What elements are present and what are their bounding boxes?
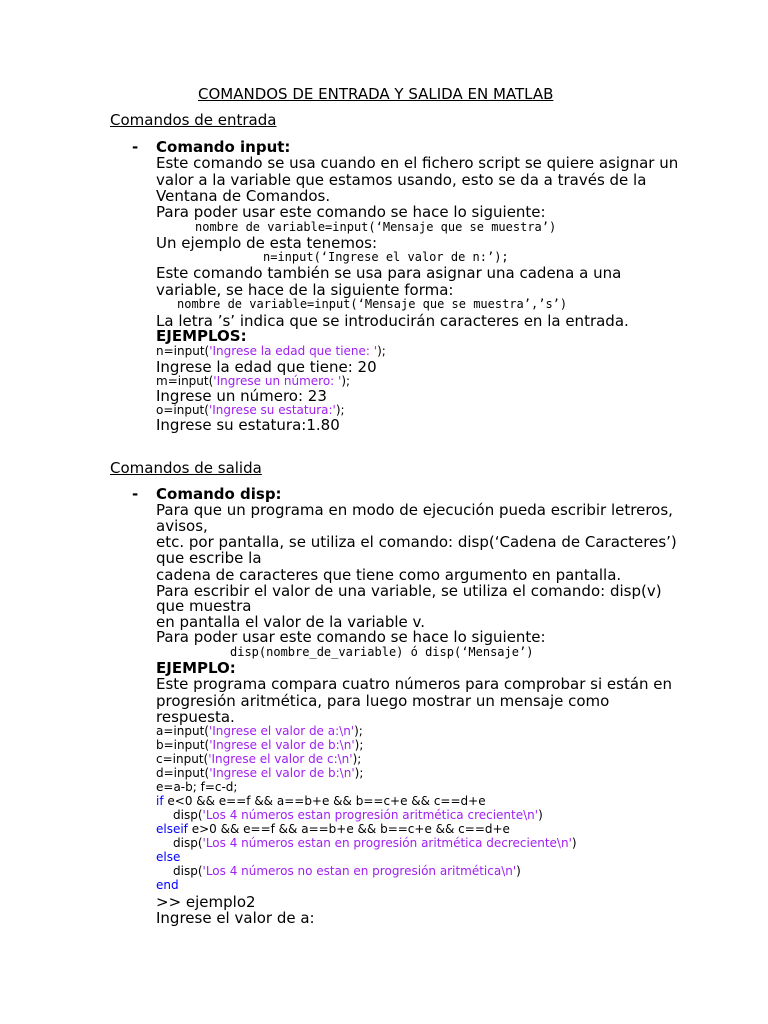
code-line bbox=[156, 795, 486, 809]
code-text: n=input( bbox=[156, 344, 210, 358]
code-text: d=input( bbox=[156, 766, 210, 780]
paragraph-line: avisos, bbox=[156, 517, 208, 535]
code-text: ); bbox=[377, 344, 386, 358]
paragraph-line: que escribe la bbox=[156, 549, 262, 567]
string-literal: 'Ingrese el valor de b:\n' bbox=[209, 766, 355, 780]
code-text: ) bbox=[538, 808, 543, 822]
code-line bbox=[173, 865, 521, 879]
paragraph-line: etc. por pantalla, se utiliza el comando: disp(‘Cadena de Caracteres’) bbox=[156, 533, 677, 551]
paragraph-line: Este programa compara cuatro números para comprobar si están en bbox=[156, 675, 673, 693]
keyword: elseif bbox=[156, 822, 188, 836]
paragraph-line: Para que un programa en modo de ejecución pueda escribir letreros, bbox=[156, 501, 673, 519]
code-text: ) bbox=[516, 864, 521, 878]
string-literal: 'Los 4 números no estan en progresión aritmética\n' bbox=[202, 864, 517, 878]
paragraph-line: variable, se hace de la siguiente forma: bbox=[156, 281, 454, 299]
keyword: end bbox=[156, 878, 179, 892]
console-output: Ingrese el valor de a: bbox=[156, 909, 315, 927]
code-text: ); bbox=[354, 724, 363, 738]
keyword: if bbox=[156, 794, 164, 808]
code-text: ); bbox=[341, 374, 351, 388]
code-syntax-line: n=input(‘Ingrese el valor de n:’); bbox=[263, 250, 509, 264]
string-literal: 'Los 4 números estan en progresión aritmética decreciente\n' bbox=[202, 836, 572, 850]
string-literal: 'Los 4 números estan progresión aritmética creciente\n' bbox=[202, 808, 539, 822]
bullet-dash: - bbox=[132, 485, 139, 503]
paragraph-line: cadena de caracteres que tiene como argumento en pantalla. bbox=[156, 566, 622, 584]
console-output: >> ejemplo2 bbox=[156, 893, 256, 911]
code-line bbox=[156, 879, 179, 893]
paragraph-line: Ventana de Comandos. bbox=[156, 187, 331, 205]
paragraph-line: Para poder usar este comando se hace lo siguiente: bbox=[156, 203, 546, 221]
command-title-disp: Comando disp: bbox=[156, 485, 282, 503]
code-text: c=input( bbox=[156, 752, 209, 766]
paragraph-line: progresión aritmética, para luego mostrar un mensaje como bbox=[156, 692, 610, 710]
code-text: ); bbox=[352, 752, 362, 766]
code-text: e<0 && e==f && a==b+e && b==c+e && c==d+e bbox=[163, 794, 486, 808]
code-text: a=input( bbox=[156, 724, 209, 738]
code-text: e>0 && e==f && a==b+e && b==c+e && c==d+e bbox=[187, 822, 510, 836]
code-text: ); bbox=[354, 766, 364, 780]
string-literal: 'Ingrese su estatura:' bbox=[208, 403, 336, 417]
code-line: e=a-b; f=c-d; bbox=[156, 780, 238, 794]
paragraph-line: respuesta. bbox=[156, 708, 235, 726]
code-line bbox=[156, 851, 180, 865]
paragraph-line: La letra ’s’ indica que se introducirán caracteres en la entrada. bbox=[156, 312, 629, 330]
code-line bbox=[156, 823, 510, 837]
string-literal: 'Ingrese un número: ' bbox=[213, 374, 342, 388]
code-text: m=input( bbox=[156, 374, 214, 388]
code-syntax-line: nombre de variable=input(‘Mensaje que se muestra’) bbox=[195, 220, 557, 234]
section-heading-salida: Comandos de salida bbox=[110, 459, 262, 477]
paragraph-line: en pantalla el valor de la variable v. bbox=[156, 613, 426, 631]
string-literal: 'Ingrese la edad que tiene: ' bbox=[209, 344, 378, 358]
code-text: ); bbox=[335, 403, 345, 417]
paragraph-line: Para poder usar este comando se hace lo siguiente: bbox=[156, 628, 546, 646]
paragraph-line: valor a la variable que estamos usando, esto se da a través de la bbox=[156, 171, 647, 189]
example-heading: EJEMPLO: bbox=[156, 659, 236, 677]
console-output: Ingrese un número: 23 bbox=[156, 387, 327, 405]
paragraph-line: que muestra bbox=[156, 597, 252, 615]
page-title: COMANDOS DE ENTRADA Y SALIDA EN MATLAB bbox=[198, 85, 554, 103]
code-text: ); bbox=[354, 738, 364, 752]
code-line bbox=[156, 345, 386, 359]
string-literal: 'Ingrese el valor de c:\n' bbox=[208, 752, 353, 766]
command-title-input: Comando input: bbox=[156, 138, 291, 156]
code-syntax-line: nombre de variable=input(‘Mensaje que se muestra’,’s’) bbox=[177, 297, 568, 311]
code-line bbox=[156, 753, 361, 767]
code-line bbox=[156, 739, 363, 753]
string-literal: 'Ingrese el valor de b:\n' bbox=[209, 738, 355, 752]
paragraph-line: Un ejemplo de esta tenemos: bbox=[156, 234, 378, 252]
code-text: disp( bbox=[173, 808, 203, 822]
paragraph-line: Este comando se usa cuando en el fichero script se quiere asignar un bbox=[156, 154, 679, 172]
bullet-dash: - bbox=[132, 138, 139, 156]
code-line bbox=[173, 837, 577, 851]
keyword: else bbox=[156, 850, 181, 864]
code-text: ) bbox=[571, 836, 577, 850]
code-text: disp( bbox=[173, 836, 203, 850]
paragraph-line: Para escribir el valor de una variable, se utiliza el comando: disp(v) bbox=[156, 582, 662, 600]
code-line bbox=[173, 809, 543, 823]
console-output: Ingrese su estatura:1.80 bbox=[156, 416, 340, 434]
code-line bbox=[156, 767, 363, 781]
examples-heading: EJEMPLOS: bbox=[156, 327, 247, 345]
code-text: disp( bbox=[173, 864, 203, 878]
string-literal: 'Ingrese el valor de a:\n' bbox=[208, 724, 355, 738]
console-output: Ingrese la edad que tiene: 20 bbox=[156, 358, 377, 376]
section-heading-entrada: Comandos de entrada bbox=[110, 111, 277, 129]
code-line bbox=[156, 725, 363, 739]
code-text: o=input( bbox=[156, 403, 209, 417]
code-text: b=input( bbox=[156, 738, 210, 752]
paragraph-line: Este comando también se usa para asignar una cadena a una bbox=[156, 264, 622, 282]
code-syntax-line: disp(nombre_de_variable) ó disp(‘Mensaje’) bbox=[230, 645, 534, 659]
